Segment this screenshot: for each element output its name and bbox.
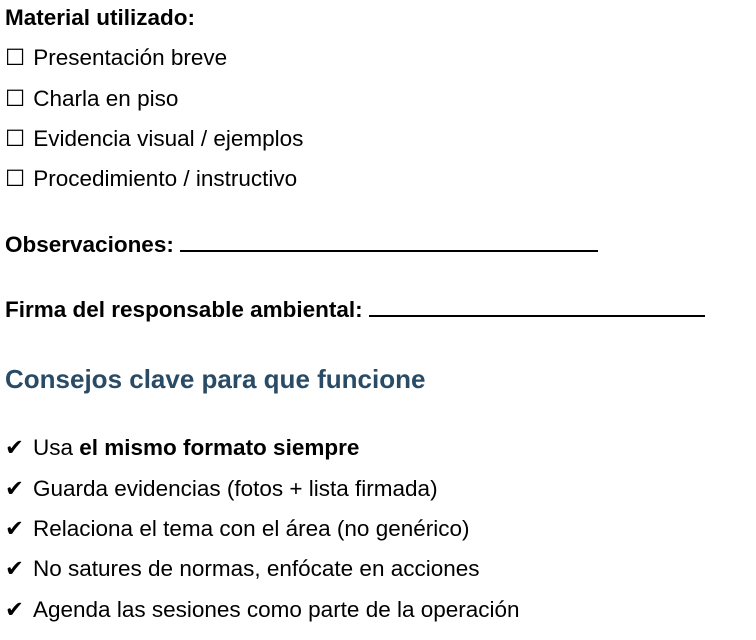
- observaciones-label: Observaciones:: [5, 232, 174, 257]
- material-item: [5, 85, 178, 113]
- tip-item: [5, 515, 470, 543]
- observaciones-blank-line[interactable]: [180, 250, 598, 252]
- tip-label: Guarda evidencias (fotos + lista firmada): [33, 476, 438, 501]
- checkbox-icon[interactable]: ☐: [5, 126, 26, 151]
- material-label: Material utilizado:: [5, 5, 196, 30]
- firma-label: Firma del responsable ambiental:: [5, 297, 363, 322]
- section-heading: Consejos clave para que funcione: [5, 364, 426, 394]
- material-item: [5, 125, 303, 153]
- material-item-label: Presentación breve: [33, 45, 228, 70]
- tip-item: [5, 596, 520, 624]
- tip-item: [5, 434, 359, 462]
- material-item-label: Evidencia visual / ejemplos: [33, 126, 304, 151]
- tip-item: [5, 555, 480, 583]
- tip-prefix: Usa: [33, 435, 80, 460]
- checkmark-icon: ✔: [5, 597, 24, 623]
- tip-label: Relaciona el tema con el área (no genérico): [33, 516, 470, 541]
- firma-row: [5, 296, 705, 324]
- checkmark-icon: ✔: [5, 516, 24, 542]
- firma-blank-line[interactable]: [369, 315, 705, 317]
- checkmark-icon: ✔: [5, 556, 24, 582]
- observaciones-row: [5, 231, 598, 259]
- checkmark-icon: ✔: [5, 476, 24, 502]
- tip-emphasis: el mismo formato siempre: [79, 435, 360, 460]
- material-item: [5, 44, 227, 72]
- checkbox-icon[interactable]: ☐: [5, 166, 26, 191]
- tip-label: Agenda las sesiones como parte de la operación: [33, 597, 520, 622]
- material-item: [5, 165, 297, 193]
- tip-label: No satures de normas, enfócate en acciones: [33, 556, 480, 581]
- material-item-label: Procedimiento / instructivo: [33, 166, 298, 191]
- checkmark-icon: ✔: [5, 435, 24, 461]
- checkbox-icon[interactable]: ☐: [5, 86, 26, 111]
- material-item-label: Charla en piso: [33, 86, 179, 111]
- tip-item: [5, 475, 438, 503]
- checkbox-icon[interactable]: ☐: [5, 45, 26, 70]
